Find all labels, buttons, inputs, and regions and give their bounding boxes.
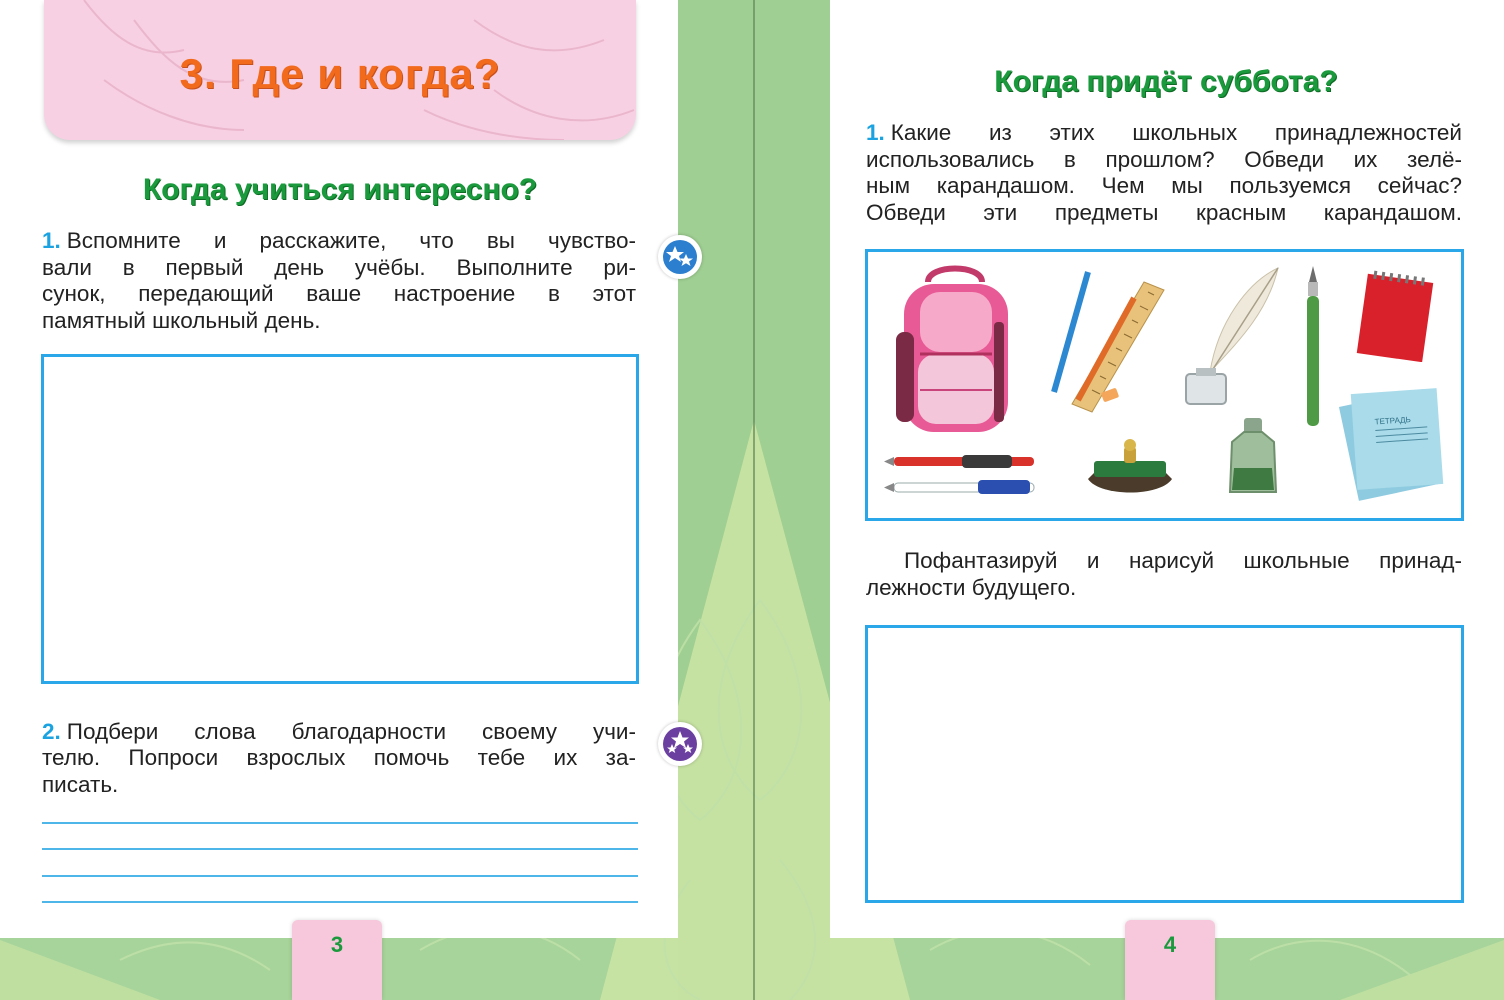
task-1-line: использовались в прошлом? Обведи их зелё- xyxy=(866,147,1462,172)
backpack-icon[interactable] xyxy=(890,262,1020,437)
dip-pen-icon[interactable] xyxy=(1293,262,1333,432)
writing-line[interactable] xyxy=(42,848,638,850)
task-1-line: памятный школьный день. xyxy=(42,308,321,333)
task-1-line: сунок, передающий ваше настроение в этот xyxy=(42,281,636,306)
group-stars-icon xyxy=(658,722,702,766)
notebook-cover-label: ТЕТРАДЬ xyxy=(1374,415,1412,427)
writing-line[interactable] xyxy=(42,822,638,824)
page-tab-left xyxy=(292,920,382,1000)
school-items-box xyxy=(865,249,1464,521)
task-2-line: писать. xyxy=(42,772,119,797)
group-work-badge xyxy=(658,722,702,766)
notepad-icon[interactable] xyxy=(1350,262,1450,362)
task-1-line: Обведи эти предметы красным карандашом. xyxy=(866,200,1462,225)
writing-line[interactable] xyxy=(42,901,638,903)
task-fantasy-line: Пофантазируй и нарисуй школьные принад- xyxy=(904,548,1462,573)
quill-inkwell-icon[interactable] xyxy=(1158,262,1288,412)
writing-line[interactable] xyxy=(42,875,638,877)
page-number: 3 xyxy=(330,932,344,957)
task-1-line: 1. Вспомните и расскажите, что вы чувство- xyxy=(42,228,636,253)
task-2-line: телю. Попроси взрослых помочь тебе их за- xyxy=(42,745,636,770)
drawing-area[interactable] xyxy=(865,625,1464,903)
drawing-area[interactable] xyxy=(41,354,639,684)
chapter-title: 3. Где и когда? xyxy=(179,50,501,97)
page-number: 4 xyxy=(1163,932,1177,957)
exercise-book-icon[interactable] xyxy=(1334,377,1454,507)
task-number: 1. xyxy=(866,120,885,145)
task-number: 1. xyxy=(42,228,61,253)
right-page xyxy=(830,0,1504,938)
pens-icon[interactable] xyxy=(882,447,1042,507)
task-1-line: 1. Какие из этих школьных принадлежностей xyxy=(866,120,1462,145)
ink-bottle-icon[interactable] xyxy=(1218,412,1288,502)
task-fantasy-line: лежности будущего. xyxy=(866,575,1077,600)
task-1-line: вали в первый день учёбы. Выполните ри- xyxy=(42,255,636,280)
task-2-line: 2. Подбери слова благодарности своему учи- xyxy=(42,719,636,744)
section-title: Когда учиться интересно? xyxy=(142,173,538,206)
task-number: 2. xyxy=(42,719,61,744)
task-1-line: ным карандашом. Чем мы пользуемся сейчас? xyxy=(866,173,1462,198)
left-page xyxy=(0,0,678,938)
chapter-banner xyxy=(44,0,636,140)
pair-work-badge xyxy=(658,235,702,279)
pair-stars-icon xyxy=(658,235,702,279)
page-tab-right xyxy=(1125,920,1215,1000)
section-title: Когда придёт суббота? xyxy=(994,65,1338,98)
blotter-icon[interactable] xyxy=(1080,437,1180,507)
